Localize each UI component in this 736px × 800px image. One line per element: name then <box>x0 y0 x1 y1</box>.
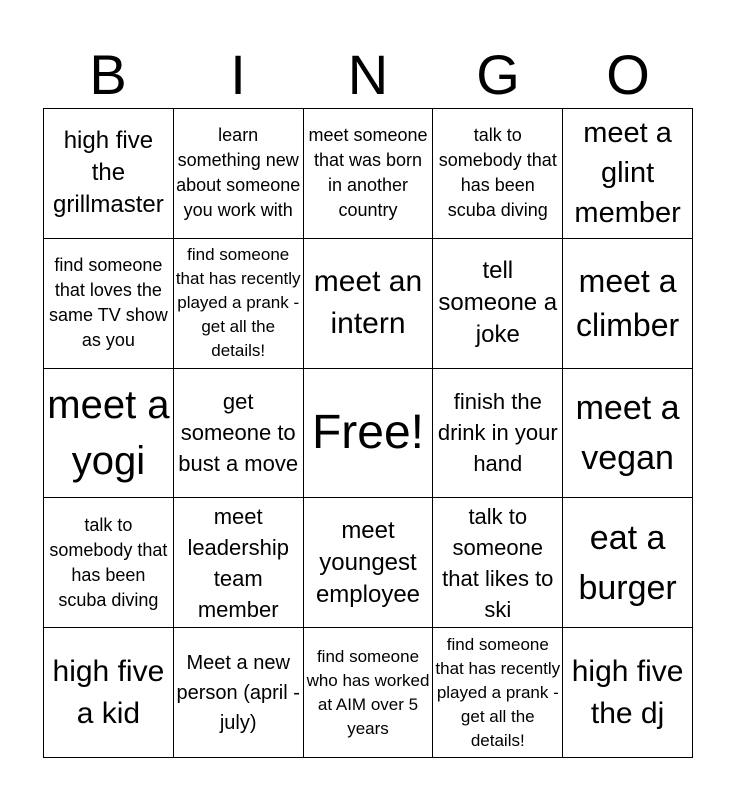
cell-text: meet a vegan <box>575 388 680 477</box>
free-space-text: Free! <box>311 405 424 459</box>
bingo-cell-r5c3[interactable] <box>304 628 434 758</box>
cell-text: learn something new about someone you work with <box>176 125 301 221</box>
cell-text: get someone to bust a move <box>178 389 299 477</box>
bingo-cell-r1c1[interactable] <box>44 109 174 239</box>
bingo-cell-r4c4[interactable] <box>433 498 563 628</box>
bingo-cell-r3c3-free[interactable] <box>304 369 434 499</box>
bingo-cell-r1c2[interactable] <box>174 109 304 239</box>
bingo-cell-r4c3[interactable] <box>304 498 434 628</box>
bingo-cell-r2c2[interactable] <box>174 239 304 369</box>
bingo-cell-r3c4[interactable] <box>433 369 563 499</box>
bingo-cell-r2c5[interactable] <box>563 239 693 369</box>
bingo-cell-r5c2[interactable] <box>174 628 304 758</box>
bingo-cell-r1c3[interactable] <box>304 109 434 239</box>
cell-text: talk to somebody that has been scuba diving <box>49 514 168 610</box>
cell-text: meet someone that was born in another country <box>308 125 428 221</box>
cell-text: high five the dj <box>571 654 684 730</box>
header-letter-o: O <box>606 43 650 106</box>
bingo-cell-r1c4[interactable] <box>433 109 563 239</box>
cell-text: talk to somebody that has been scuba diving <box>438 125 557 221</box>
bingo-cell-r3c2[interactable] <box>174 369 304 499</box>
cell-text: high five a kid <box>52 654 165 730</box>
cell-text: eat a burger <box>578 518 677 607</box>
cell-text: meet a glint member <box>574 117 681 230</box>
cell-text: Meet a new person (april - july) <box>176 651 300 734</box>
cell-text: find someone who has worked at AIM over 5 years <box>306 646 430 738</box>
bingo-cell-r3c1[interactable] <box>44 369 174 499</box>
header-letter-b: B <box>89 43 127 106</box>
cell-text: meet an intern <box>313 265 423 341</box>
bingo-cell-r5c4[interactable] <box>433 628 563 758</box>
cell-text: talk to someone that likes to ski <box>442 503 554 622</box>
cell-text: tell someone a joke <box>438 257 558 349</box>
header-letter-i: I <box>230 43 246 106</box>
cell-text: find someone that has recently played a prank - get all the details! <box>435 634 561 750</box>
bingo-cell-r2c1[interactable] <box>44 239 174 369</box>
bingo-cell-r5c1[interactable] <box>44 628 174 758</box>
bingo-cell-r1c5[interactable] <box>563 109 693 239</box>
cell-text: find someone that loves the same TV show as you <box>49 255 168 351</box>
header-letter-n: N <box>347 43 389 106</box>
bingo-card-grid <box>43 108 693 758</box>
bingo-cell-r4c1[interactable] <box>44 498 174 628</box>
cell-text: meet youngest employee <box>315 516 421 608</box>
bingo-header <box>43 40 693 108</box>
bingo-cell-r3c5[interactable] <box>563 369 693 499</box>
bingo-cell-r4c5[interactable] <box>563 498 693 628</box>
bingo-cell-r2c4[interactable] <box>433 239 563 369</box>
header-letter-g: G <box>476 43 520 106</box>
cell-text: high five the grillmaster <box>53 127 164 219</box>
cell-text: meet a yogi <box>47 382 170 483</box>
cell-text: meet a climber <box>576 263 680 344</box>
bingo-cell-r5c5[interactable] <box>563 628 693 758</box>
cell-text: meet leadership team member <box>187 503 289 622</box>
bingo-cell-r2c3[interactable] <box>304 239 434 369</box>
bingo-cell-r4c2[interactable] <box>174 498 304 628</box>
cell-text: find someone that has recently played a prank - get all the details! <box>175 245 301 361</box>
cell-text: finish the drink in your hand <box>437 389 558 477</box>
